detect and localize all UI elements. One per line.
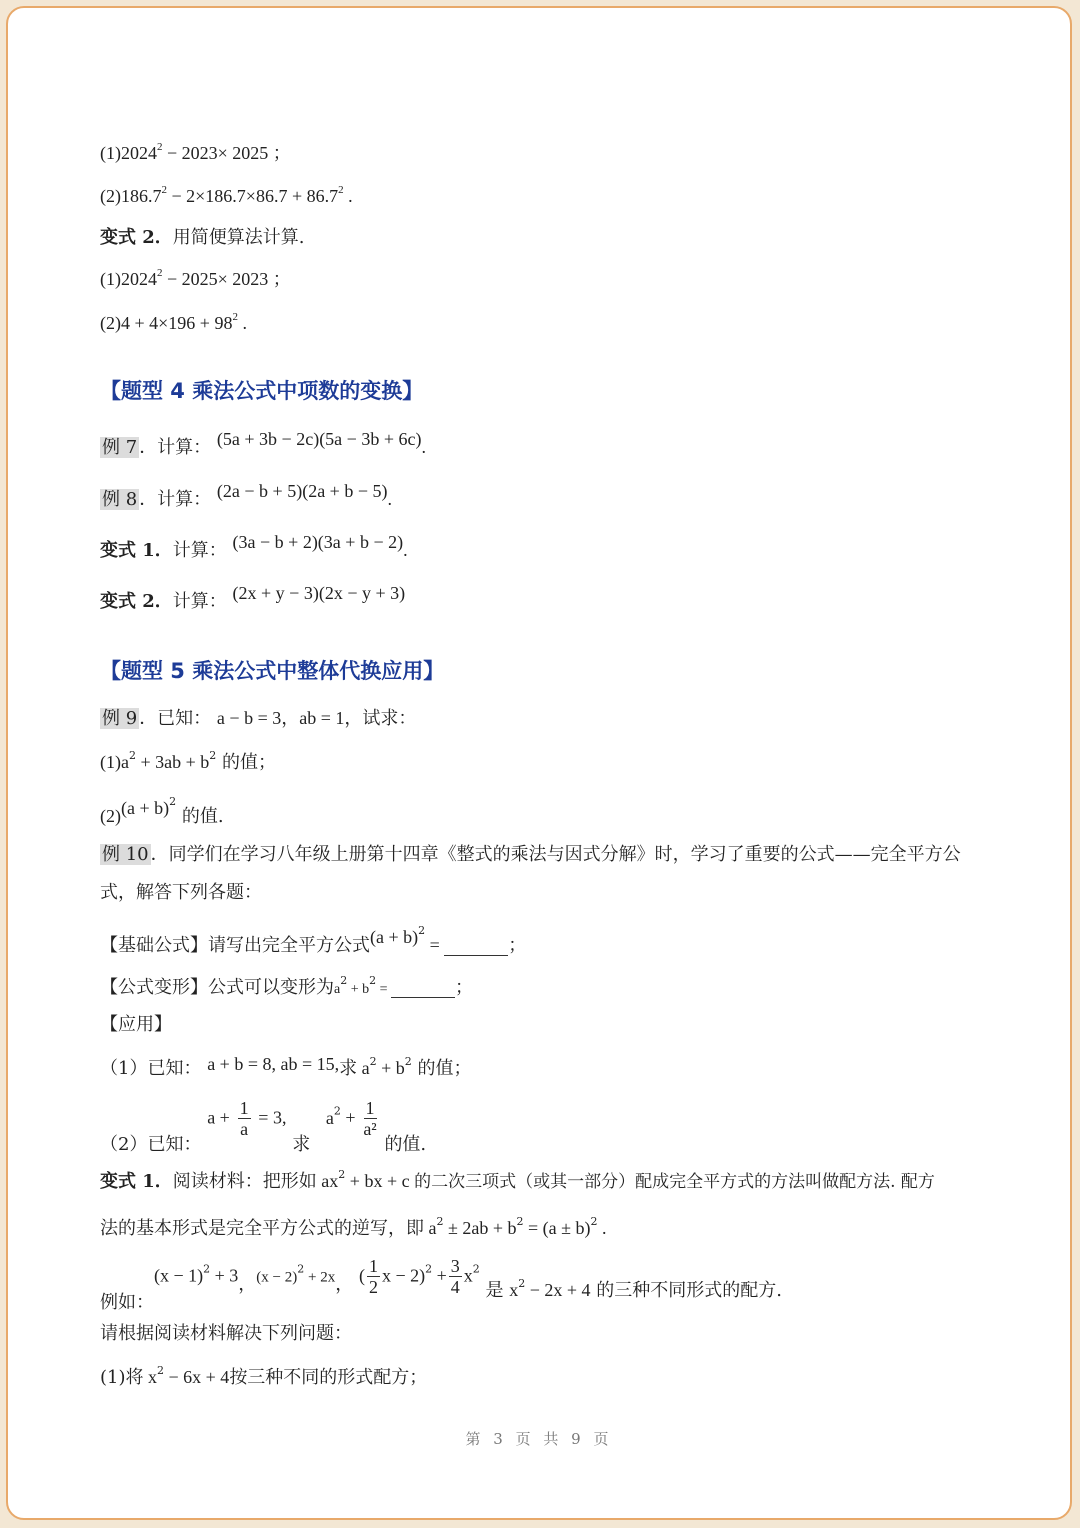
- example-text: 的三种不同形式的配方.: [590, 1279, 782, 1301]
- punctuation: ；: [455, 977, 474, 998]
- variant-text: 计算：: [172, 540, 227, 561]
- math-text: =: [376, 982, 392, 997]
- exponent: 2: [518, 1276, 526, 1290]
- math-text: +: [432, 1265, 447, 1286]
- math-text: 2024: [121, 143, 157, 163]
- basic-formula-line: [100, 924, 527, 959]
- math-text: =: [425, 935, 445, 955]
- example-line: [100, 705, 416, 732]
- variant-label: 变式 2．: [100, 591, 173, 612]
- exponent: 2: [169, 795, 177, 808]
- math-text: + b: [347, 982, 370, 997]
- section-heading: 【题型 4 乘法公式中项数的变换】: [100, 379, 424, 403]
- item-number: (1)将: [100, 1367, 144, 1388]
- exponent: 2: [418, 924, 426, 937]
- math-text: = (a ± b): [523, 1218, 591, 1238]
- math-text: ax: [316, 1171, 339, 1191]
- math-text: − 2×186.7×86.7 + 86.7: [167, 186, 339, 206]
- math-expression: a − b = 3: [216, 708, 282, 728]
- item-number: (1): [100, 752, 121, 772]
- exponent: 2: [516, 1215, 524, 1228]
- exponent: 2: [338, 1168, 346, 1181]
- answer-blank[interactable]: [444, 937, 508, 956]
- math-expression: (a + b): [121, 798, 170, 818]
- math-text: a: [357, 1058, 370, 1078]
- answer-blank[interactable]: [391, 979, 455, 998]
- question-text: 的值；: [216, 752, 277, 773]
- example-text: ．计算：: [139, 489, 212, 510]
- math-text: 2024: [121, 269, 157, 289]
- variant-text: 用简便算法计算.: [172, 227, 305, 248]
- example-line: [100, 481, 392, 513]
- variant-line: [100, 583, 406, 615]
- example-text: ．已知：: [139, 708, 212, 729]
- math-text: 4 + 4×196 + 98: [121, 313, 233, 333]
- exponent: 2: [436, 1215, 444, 1228]
- exponent: 2: [425, 1262, 433, 1276]
- exponent: 2: [129, 749, 136, 762]
- variant-line-continued: [100, 1215, 607, 1242]
- math-text: a: [325, 1107, 334, 1128]
- question-line: [100, 1364, 427, 1391]
- prompt-text: 求: [339, 1058, 358, 1079]
- exponent: 2: [340, 974, 348, 987]
- formula-transform-line: [100, 975, 473, 1003]
- math-text: − 6x + 4: [164, 1367, 230, 1387]
- fraction: [449, 1256, 462, 1297]
- exponent: 2: [157, 141, 163, 153]
- fraction-denominator: 2: [368, 1277, 378, 1297]
- section-heading: 【题型 5 乘法公式中整体代换应用】: [100, 659, 445, 683]
- example-label: 例 10: [102, 844, 149, 865]
- variant-heading: [100, 225, 305, 251]
- math-expression: (a + b): [370, 927, 419, 947]
- variant-label: 变式 1．: [100, 1171, 173, 1192]
- exponent: 2: [161, 184, 167, 196]
- math-text: x − 2): [381, 1265, 426, 1286]
- math-expression: ab = 1: [299, 708, 345, 728]
- exponent: 2: [232, 311, 238, 323]
- prompt-text: 请写出完全平方公式: [208, 935, 370, 956]
- punctuation: ；: [508, 935, 527, 956]
- example-forms-line: [100, 1256, 782, 1313]
- exercise-line: [100, 310, 247, 336]
- exponent: 2: [369, 974, 377, 987]
- question-text: 按三种不同的形式配方；: [229, 1367, 428, 1388]
- exponent: 2: [297, 1262, 305, 1276]
- example-text: ．同学们在学习八年级上册第十四章《整式的乘法与因式分解》时，学习了重要的公式——完全平方公: [150, 844, 961, 865]
- math-text: x: [463, 1265, 473, 1286]
- fraction-numerator: 1: [368, 1256, 378, 1276]
- question-text: 的值.: [176, 806, 224, 827]
- math-text: .: [237, 313, 247, 333]
- fraction-denominator: 4: [450, 1277, 460, 1297]
- exponent: 2: [472, 1262, 480, 1276]
- math-text: .: [421, 437, 426, 457]
- exponent: 2: [157, 267, 163, 279]
- exercise-line: [100, 266, 291, 292]
- exponent: 2: [404, 1055, 412, 1068]
- math-text: = 3,: [258, 1107, 287, 1128]
- variant-text: 的二次三项式（或其一部分）配成完全平方式的方法叫做配方法. 配方: [414, 1172, 935, 1192]
- math-text: + 3: [210, 1265, 239, 1286]
- variant-label: 变式 1．: [100, 540, 173, 561]
- math-text: + 3ab + b: [136, 752, 210, 772]
- variant-line: [100, 532, 408, 564]
- separator: ，: [281, 708, 300, 729]
- math-text: .: [387, 489, 392, 509]
- fraction: [367, 1256, 380, 1297]
- variant-line: [100, 1168, 935, 1195]
- application-item: [100, 1055, 472, 1082]
- exponent: 2: [338, 184, 344, 196]
- math-text: + 2x: [304, 1269, 336, 1286]
- question-line: [100, 795, 224, 830]
- item-number: （2）已知：: [100, 1133, 202, 1155]
- tag-label: 【基础公式】: [100, 935, 208, 956]
- exponent: 2: [369, 1055, 377, 1068]
- example-label: 例 8: [102, 489, 138, 510]
- math-text: 186.7: [121, 186, 162, 206]
- document-page: [6, 6, 1072, 1520]
- fraction: [363, 1098, 376, 1139]
- math-expression: (5a + 3b − 2c)(5a − 3b + 6c): [216, 429, 422, 449]
- example-line: [100, 429, 426, 461]
- math-text: + bx + c: [345, 1171, 415, 1191]
- math-text: +: [340, 1107, 356, 1128]
- math-text: ± 2ab + b: [443, 1218, 517, 1238]
- page-footer: 第 3 页 共 9 页: [465, 1430, 613, 1448]
- prompt-text: 公式可以变形为: [208, 977, 334, 998]
- example-label: 例 9: [102, 708, 138, 729]
- math-text: a +: [207, 1107, 230, 1128]
- item-number: (2): [100, 186, 121, 206]
- variant-text: 计算：: [172, 591, 227, 612]
- math-expression: (2a − b + 5)(2a + b − 5): [216, 481, 388, 501]
- application-tag: 【应用】: [100, 1014, 172, 1035]
- example-text-continued: 式，解答下列各题：: [100, 882, 262, 903]
- variant-text: 阅读材料：把形如: [172, 1171, 317, 1192]
- fraction-numerator: 1: [365, 1098, 375, 1118]
- prompt-text: 的值；: [411, 1058, 472, 1079]
- math-text: a: [424, 1218, 437, 1238]
- exercise-line: [100, 183, 353, 209]
- variant-text: 法的基本形式是完全平方公式的逆写，即: [100, 1218, 424, 1239]
- math-text: (x − 1): [154, 1265, 204, 1286]
- fraction-denominator: a²: [363, 1119, 377, 1139]
- math-text: − 2025× 2023 ；: [162, 269, 291, 289]
- tag-label: 【公式变形】: [100, 977, 208, 998]
- item-number: (1): [100, 269, 121, 289]
- fraction: [238, 1098, 251, 1139]
- prompt-text: 的值.: [384, 1133, 427, 1155]
- example-text: 是: [479, 1279, 510, 1301]
- example-label: 例 7: [102, 437, 138, 458]
- math-text: x: [143, 1367, 157, 1387]
- math-text: − 2x + 4: [525, 1279, 591, 1300]
- example-line: [100, 842, 961, 868]
- math-text: + b: [376, 1058, 405, 1078]
- math-text: .: [597, 1218, 607, 1238]
- exponent: 2: [157, 1364, 164, 1377]
- math-text: (x − 2): [256, 1269, 298, 1286]
- math-text: .: [343, 186, 353, 206]
- math-text: a: [334, 982, 341, 997]
- example-text: 例如：: [100, 1291, 154, 1313]
- math-expression: (2x + y − 3)(2x − y + 3): [232, 583, 406, 603]
- fraction-numerator: 1: [239, 1098, 249, 1118]
- math-text: .: [403, 540, 408, 560]
- exponent: 2: [333, 1104, 341, 1118]
- exercise-line: [100, 140, 291, 166]
- example-text: ，试求：: [344, 708, 417, 729]
- math-text: x: [509, 1279, 519, 1300]
- prompt-text: 求: [292, 1133, 311, 1155]
- application-item: [100, 1098, 427, 1155]
- question-line: [100, 749, 276, 776]
- fraction-denominator: a: [240, 1119, 249, 1139]
- math-text: (: [358, 1265, 365, 1286]
- math-text: − 2023× 2025 ；: [162, 143, 291, 163]
- exponent: 2: [203, 1262, 211, 1276]
- exponent: 2: [209, 749, 217, 762]
- variant-label: 变式 2．: [100, 227, 173, 248]
- math-expression: (3a − b + 2)(3a + b − 2): [232, 532, 404, 552]
- item-number: （1）已知：: [100, 1058, 202, 1079]
- example-text: ．计算：: [139, 437, 212, 458]
- item-number: (1): [100, 143, 121, 163]
- separator: ，: [335, 1273, 354, 1295]
- math-text: a: [121, 752, 129, 772]
- math-expression: a + b = 8, ab = 15,: [207, 1054, 340, 1074]
- instruction-line: 请根据阅读材料解决下列问题：: [100, 1323, 352, 1344]
- item-number: (2): [100, 806, 121, 826]
- separator: ，: [238, 1273, 257, 1295]
- fraction-numerator: 3: [450, 1256, 460, 1276]
- exponent: 2: [590, 1215, 598, 1228]
- item-number: (2): [100, 313, 121, 333]
